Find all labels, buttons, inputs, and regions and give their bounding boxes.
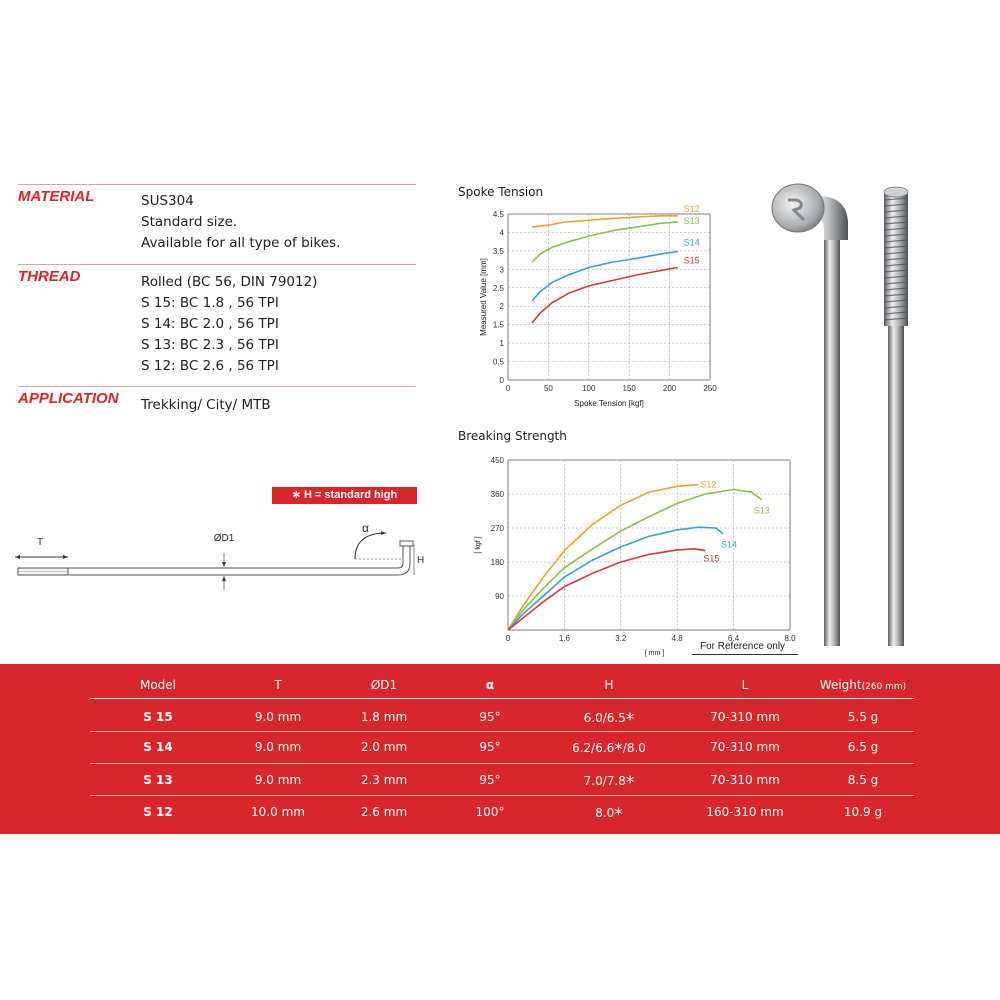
header-l: L [741, 678, 749, 692]
series-label-s14: S14 [721, 539, 738, 550]
cell-l: 70-310 mm [710, 773, 780, 787]
x-tick-label: 50 [543, 384, 553, 393]
y-tick-label: 270 [490, 524, 504, 533]
x-tick-label: 6.4 [728, 634, 740, 643]
divider [18, 386, 416, 387]
thread-line: S 13: BC 2.3 , 56 TPI [141, 337, 279, 353]
y-axis-label: [ kgf ] [475, 536, 482, 554]
y-tick-label: 2.5 [492, 283, 504, 293]
cell-t: 9.0 mm [254, 710, 302, 724]
series-label-s13: S13 [683, 216, 700, 227]
y-tick-label: 1.5 [492, 320, 504, 330]
cell-h: 6.2/6.6*/8.0 [572, 740, 646, 760]
cell-alpha: 100° [475, 805, 505, 819]
cell-d1: 2.6 mm [360, 805, 408, 819]
x-tick-label: 200 [662, 384, 677, 393]
header-model: Model [139, 678, 177, 692]
cell-alpha: 95° [479, 740, 501, 754]
spoke-tension-chart [460, 200, 730, 420]
x-tick-label: 4.8 [671, 634, 683, 643]
thread-line: Rolled (BC 56, DIN 79012) [141, 274, 318, 290]
t-dimension-label: T [36, 537, 44, 548]
series-label-s15: S15 [683, 255, 700, 266]
header-t: T [274, 678, 282, 692]
y-tick-label: 90 [495, 592, 504, 601]
material-line: Available for all type of bikes. [141, 235, 341, 251]
x-tick-label: 0 [505, 634, 511, 643]
material-label: MATERIAL [18, 188, 95, 205]
y-tick-label: 3.5 [492, 246, 504, 256]
cell-weight: 10.9 g [843, 805, 883, 819]
header-divider [90, 698, 914, 699]
cell-alpha: 95° [479, 773, 501, 787]
cell-t: 9.0 mm [254, 773, 302, 787]
spoke-dimension-diagram [10, 515, 430, 600]
header-d1: ØD1 [370, 678, 398, 692]
row-divider [90, 763, 914, 764]
standard-high-note: ∗ H = standard high [272, 487, 417, 504]
cell-model: S 14 [143, 740, 173, 754]
row-divider [90, 731, 914, 732]
application-line: Trekking/ City/ MTB [141, 397, 271, 413]
header-h: H [604, 678, 614, 692]
x-tick-label: 3.2 [615, 634, 627, 643]
series-label-s12: S12 [683, 203, 700, 214]
thread-line: S 15: BC 1.8 , 56 TPI [141, 295, 279, 311]
thread-line: S 14: BC 2.0 , 56 TPI [141, 316, 279, 332]
cell-model: S 15 [143, 710, 173, 724]
cell-t: 10.0 mm [251, 805, 305, 819]
series-label-s12: S12 [700, 479, 717, 490]
cell-l: 70-310 mm [710, 710, 780, 724]
x-tick-label: 1.6 [558, 634, 570, 643]
series-label-s14: S14 [683, 237, 700, 248]
h-dimension-label: H [417, 555, 425, 566]
x-axis-label: [ mm ] [644, 650, 665, 657]
cell-h: 6.0/6.5* [583, 710, 635, 730]
cell-h: 7.0/7.8* [583, 773, 635, 793]
breaking-strength-chart [460, 448, 800, 657]
d1-dimension-label: ØD1 [213, 533, 235, 544]
cell-weight: 5.5 g [847, 710, 879, 724]
header-alpha: α [485, 678, 495, 692]
cell-h: 8.0* [595, 805, 623, 825]
divider [18, 264, 416, 265]
y-tick-label: 1 [499, 339, 504, 349]
application-label: APPLICATION [18, 390, 119, 407]
x-tick-label: 8.0 [784, 634, 796, 643]
y-tick-label: 3 [499, 265, 504, 275]
cell-alpha: 95° [479, 710, 501, 724]
cell-d1: 1.8 mm [360, 710, 408, 724]
cell-t: 9.0 mm [254, 740, 302, 754]
material-line: SUS304 [141, 193, 194, 209]
cell-model: S 12 [143, 805, 173, 819]
y-axis-label: Measured Value [mm] [479, 258, 488, 336]
material-line: Standard size. [141, 214, 238, 230]
cell-l: 160-310 mm [706, 805, 784, 819]
alpha-label: α [362, 521, 369, 535]
thread-label: THREAD [18, 268, 81, 285]
x-axis-label: Spoke Tension [kgf] [574, 399, 644, 408]
y-tick-label: 4 [499, 228, 504, 238]
thread-line: S 12: BC 2.6 , 56 TPI [141, 358, 279, 374]
plot-area [508, 460, 790, 630]
y-tick-label: 4.5 [492, 210, 504, 219]
cell-weight: 8.5 g [847, 773, 879, 787]
series-label-s15: S15 [703, 553, 720, 564]
x-tick-label: 250 [703, 384, 717, 393]
y-tick-label: 2 [499, 302, 504, 312]
x-tick-label: 100 [582, 384, 596, 393]
cell-d1: 2.3 mm [360, 773, 408, 787]
spoke-tension-chart-title: Spoke Tension [458, 185, 544, 199]
x-tick-label: 0 [505, 384, 511, 393]
cell-d1: 2.0 mm [360, 740, 408, 754]
cell-l: 70-310 mm [710, 740, 780, 754]
y-tick-label: 180 [490, 558, 504, 567]
y-tick-label: 0.5 [492, 357, 504, 367]
x-tick-label: 150 [622, 384, 636, 393]
reference-underline [692, 654, 798, 655]
series-label-s13: S13 [753, 505, 770, 516]
row-divider [90, 795, 914, 796]
divider [18, 184, 416, 185]
cell-model: S 13 [143, 773, 173, 787]
y-tick-label: 360 [490, 490, 504, 499]
breaking-strength-chart-title: Breaking Strength [458, 429, 567, 443]
cell-weight: 6.5 g [847, 740, 879, 754]
reference-note: For Reference only [700, 641, 786, 652]
plot-area [508, 214, 710, 380]
header-weight: Weight(260 mm) [819, 678, 907, 692]
y-tick-label: 450 [490, 456, 504, 465]
y-tick-label: 0 [499, 376, 504, 385]
spoke-product-image [760, 170, 960, 650]
